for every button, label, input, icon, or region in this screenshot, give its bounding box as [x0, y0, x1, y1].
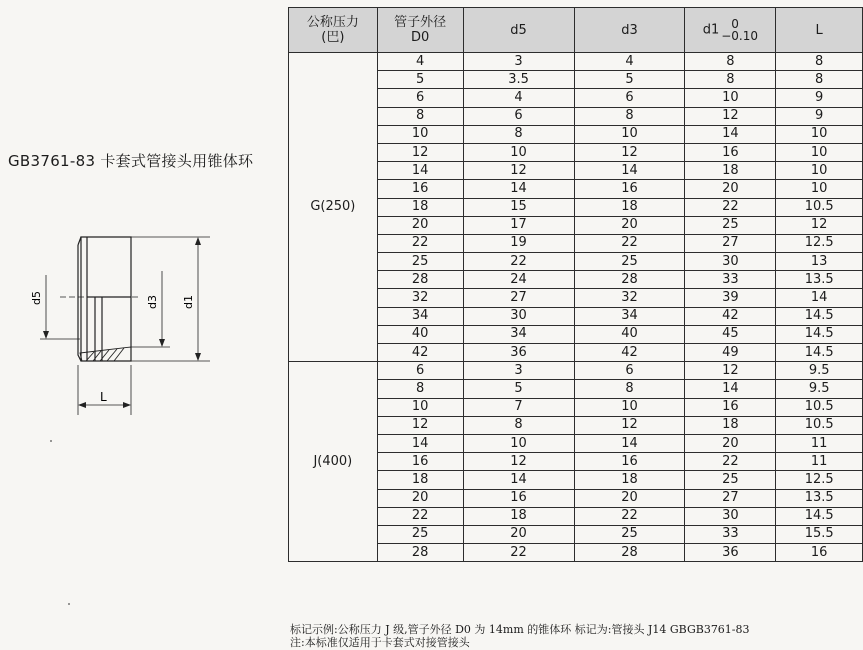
header-d1-label: d1 [702, 22, 720, 38]
d5-cell: 10 [463, 434, 574, 452]
d3-cell: 28 [574, 271, 685, 289]
d5-cell: 5 [463, 380, 574, 398]
d3-cell: 8 [574, 380, 685, 398]
d0-cell: 22 [377, 234, 463, 252]
header-d0-line2: D0 [410, 30, 430, 45]
d1-cell: 10 [685, 89, 776, 107]
d0-cell: 28 [377, 544, 463, 562]
d0-cell: 42 [377, 344, 463, 362]
l-cell: 9.5 [776, 380, 863, 398]
d5-cell: 22 [463, 253, 574, 271]
l-label: L [100, 390, 107, 404]
l-cell: 11 [776, 453, 863, 471]
d1-cell: 14 [685, 380, 776, 398]
d1-cell: 27 [685, 234, 776, 252]
d3-cell: 10 [574, 125, 685, 143]
d3-cell: 34 [574, 307, 685, 325]
l-cell: 14 [776, 289, 863, 307]
d1-cell: 27 [685, 489, 776, 507]
d1-cell: 42 [685, 307, 776, 325]
d5-cell: 3.5 [463, 71, 574, 89]
l-cell: 15.5 [776, 525, 863, 543]
l-cell: 13.5 [776, 271, 863, 289]
l-cell: 10 [776, 180, 863, 198]
d1-label: d1 [182, 295, 195, 309]
d3-cell: 14 [574, 162, 685, 180]
speck [68, 603, 70, 605]
table-row [289, 53, 863, 71]
marking-example-note: 标记示例:公称压力 J 级,管子外径 D0 为 14mm 的锥体环 标记为:管接头 J14 GBGB3761-83 [290, 623, 750, 636]
cone-ring-drawing [20, 215, 220, 425]
d5-cell: 30 [463, 307, 574, 325]
d1-cell: 14 [685, 125, 776, 143]
d0-cell: 18 [377, 471, 463, 489]
header-pressure [289, 8, 378, 53]
d3-cell: 6 [574, 89, 685, 107]
d0-cell: 16 [377, 453, 463, 471]
d5-label: d5 [30, 291, 43, 305]
d1-cell: 8 [685, 53, 776, 71]
table-row [289, 362, 863, 380]
d5-cell: 19 [463, 234, 574, 252]
d3-cell: 12 [574, 143, 685, 161]
d5-cell: 34 [463, 325, 574, 343]
d5-cell: 8 [463, 416, 574, 434]
d3-cell: 18 [574, 471, 685, 489]
header-d5: d5 [463, 8, 574, 53]
d5-cell: 4 [463, 89, 574, 107]
d3-cell: 18 [574, 198, 685, 216]
d0-cell: 10 [377, 398, 463, 416]
d3-cell: 16 [574, 453, 685, 471]
d3-cell: 22 [574, 507, 685, 525]
d1-cell: 33 [685, 525, 776, 543]
header-d0-line1: 管子外径 [394, 15, 447, 30]
d1-cell: 18 [685, 162, 776, 180]
l-cell: 12.5 [776, 234, 863, 252]
d5-cell: 27 [463, 289, 574, 307]
l-cell: 14.5 [776, 325, 863, 343]
header-d0 [377, 8, 463, 53]
d1-cell: 39 [685, 289, 776, 307]
d5-cell: 12 [463, 453, 574, 471]
d0-cell: 25 [377, 253, 463, 271]
document-title: GB3761-83 卡套式管接头用锥体环 [8, 152, 254, 170]
d0-cell: 14 [377, 162, 463, 180]
d3-cell: 32 [574, 289, 685, 307]
d1-cell: 22 [685, 453, 776, 471]
d1-cell: 30 [685, 253, 776, 271]
l-cell: 10.5 [776, 198, 863, 216]
d0-cell: 18 [377, 198, 463, 216]
d0-cell: 5 [377, 71, 463, 89]
d3-cell: 6 [574, 362, 685, 380]
d3-cell: 12 [574, 416, 685, 434]
d0-cell: 32 [377, 289, 463, 307]
header-l: L [776, 8, 863, 53]
d1-tolerance [721, 18, 758, 42]
d5-cell: 14 [463, 180, 574, 198]
d5-cell: 7 [463, 398, 574, 416]
d1-tolerance-lower: −0.10 [721, 29, 758, 43]
d1-cell: 33 [685, 271, 776, 289]
d0-cell: 34 [377, 307, 463, 325]
header-d1 [685, 8, 776, 53]
d0-cell: 16 [377, 180, 463, 198]
l-cell: 13.5 [776, 489, 863, 507]
d0-cell: 6 [377, 89, 463, 107]
d0-cell: 12 [377, 143, 463, 161]
d1-cell: 45 [685, 325, 776, 343]
d5-cell: 3 [463, 362, 574, 380]
d3-cell: 40 [574, 325, 685, 343]
d5-cell: 22 [463, 544, 574, 562]
d0-cell: 12 [377, 416, 463, 434]
d1-tolerance-upper: 0 [731, 17, 739, 31]
d3-cell: 4 [574, 53, 685, 71]
l-cell: 9.5 [776, 362, 863, 380]
l-cell: 14.5 [776, 507, 863, 525]
header-pressure-line1: 公称压力 [306, 15, 359, 30]
l-cell: 9 [776, 107, 863, 125]
l-cell: 13 [776, 253, 863, 271]
d0-cell: 8 [377, 107, 463, 125]
l-cell: 14.5 [776, 307, 863, 325]
d0-cell: 4 [377, 53, 463, 71]
l-cell: 14.5 [776, 344, 863, 362]
d3-label: d3 [146, 295, 159, 309]
d3-cell: 25 [574, 525, 685, 543]
d5-cell: 10 [463, 143, 574, 161]
l-cell: 16 [776, 544, 863, 562]
d5-cell: 18 [463, 507, 574, 525]
pressure-class-cell: J(400) [289, 362, 378, 562]
d0-cell: 8 [377, 380, 463, 398]
d1-cell: 16 [685, 143, 776, 161]
l-cell: 10 [776, 162, 863, 180]
d1-cell: 49 [685, 344, 776, 362]
d3-cell: 5 [574, 71, 685, 89]
l-cell: 9 [776, 89, 863, 107]
d0-cell: 6 [377, 362, 463, 380]
d3-cell: 22 [574, 234, 685, 252]
d5-cell: 14 [463, 471, 574, 489]
d1-cell: 8 [685, 71, 776, 89]
d0-cell: 22 [377, 507, 463, 525]
l-cell: 8 [776, 71, 863, 89]
d1-cell: 16 [685, 398, 776, 416]
d3-cell: 25 [574, 253, 685, 271]
l-cell: 10.5 [776, 416, 863, 434]
d5-cell: 12 [463, 162, 574, 180]
remark-note: 注:本标准仅适用于卡套式对接管接头 [290, 636, 470, 649]
d3-cell: 42 [574, 344, 685, 362]
l-cell: 12.5 [776, 471, 863, 489]
l-cell: 12 [776, 216, 863, 234]
d1-cell: 20 [685, 434, 776, 452]
d0-cell: 25 [377, 525, 463, 543]
d1-cell: 18 [685, 416, 776, 434]
d3-cell: 28 [574, 544, 685, 562]
d1-cell: 36 [685, 544, 776, 562]
d0-cell: 14 [377, 434, 463, 452]
d0-cell: 20 [377, 216, 463, 234]
d0-cell: 10 [377, 125, 463, 143]
l-cell: 10 [776, 143, 863, 161]
speck [50, 440, 52, 442]
d0-cell: 40 [377, 325, 463, 343]
d0-cell: 28 [377, 271, 463, 289]
d3-cell: 20 [574, 489, 685, 507]
header-pressure-line2: (巴) [321, 30, 345, 45]
d3-cell: 20 [574, 216, 685, 234]
pressure-class-cell: G(250) [289, 53, 378, 362]
d3-cell: 14 [574, 434, 685, 452]
header-d3: d3 [574, 8, 685, 53]
l-cell: 10.5 [776, 398, 863, 416]
d5-cell: 24 [463, 271, 574, 289]
d5-cell: 16 [463, 489, 574, 507]
d5-cell: 15 [463, 198, 574, 216]
l-cell: 11 [776, 434, 863, 452]
spec-table [288, 7, 863, 562]
spec-table-body [289, 53, 863, 562]
d5-cell: 8 [463, 125, 574, 143]
d5-cell: 36 [463, 344, 574, 362]
d3-cell: 16 [574, 180, 685, 198]
d5-cell: 20 [463, 525, 574, 543]
d5-cell: 3 [463, 53, 574, 71]
d1-cell: 25 [685, 216, 776, 234]
d1-cell: 22 [685, 198, 776, 216]
d1-cell: 20 [685, 180, 776, 198]
d1-cell: 12 [685, 362, 776, 380]
l-cell: 8 [776, 53, 863, 71]
l-cell: 10 [776, 125, 863, 143]
d1-cell: 12 [685, 107, 776, 125]
d5-cell: 6 [463, 107, 574, 125]
d5-cell: 17 [463, 216, 574, 234]
d0-cell: 20 [377, 489, 463, 507]
d1-cell: 25 [685, 471, 776, 489]
d3-cell: 10 [574, 398, 685, 416]
d1-cell: 30 [685, 507, 776, 525]
d3-cell: 8 [574, 107, 685, 125]
